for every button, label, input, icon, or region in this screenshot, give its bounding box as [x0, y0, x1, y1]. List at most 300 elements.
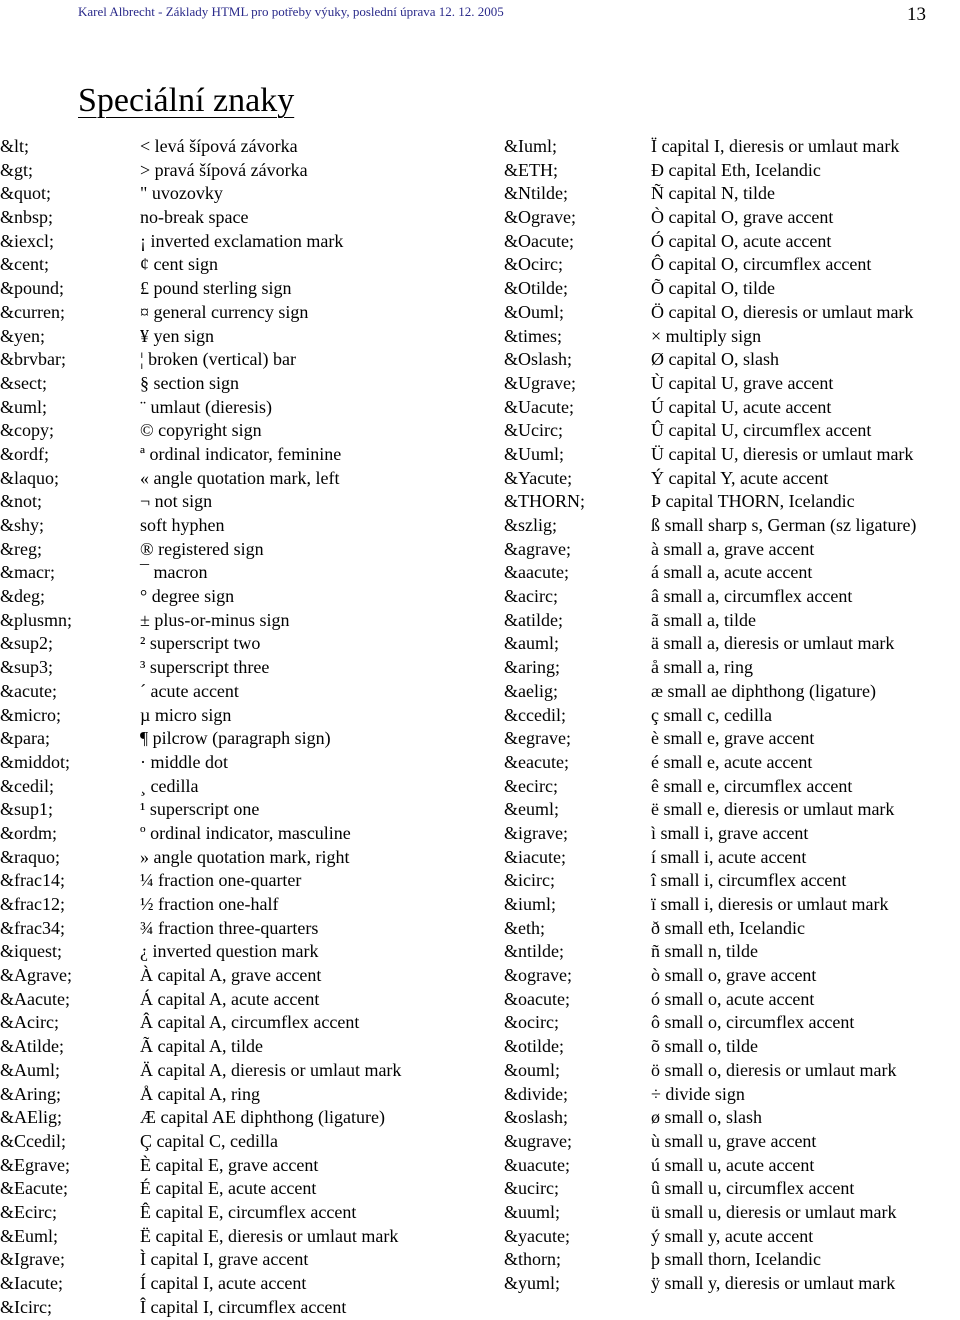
entity-meaning: õ small o, tilde: [651, 1036, 758, 1057]
entity-code: &iacute;: [504, 846, 566, 867]
entity-meaning: « angle quotation mark, left: [140, 467, 340, 488]
entity-meaning: ¤ general currency sign: [140, 301, 309, 322]
entity-row: [0, 206, 480, 230]
entity-meaning: ¯ macron: [140, 562, 208, 583]
entity-row: [0, 1106, 480, 1130]
entity-code: &THORN;: [504, 491, 585, 512]
entity-meaning: â small a, circumflex accent: [651, 586, 853, 607]
entity-meaning: È capital E, grave accent: [140, 1154, 319, 1175]
entity-row: [480, 1177, 960, 1201]
entity-code: &uacute;: [504, 1154, 570, 1175]
entity-meaning: ö small o, dieresis or umlaut mark: [651, 1059, 897, 1080]
entity-code: &Oslash;: [504, 349, 573, 370]
entity-code: &sup1;: [0, 799, 54, 820]
entity-meaning: » angle quotation mark, right: [140, 846, 350, 867]
entity-row: [0, 680, 480, 704]
entity-row: [480, 680, 960, 704]
entity-code: &sup2;: [0, 633, 54, 654]
entity-meaning: à small a, grave accent: [651, 538, 815, 559]
entity-meaning: § section sign: [140, 372, 239, 393]
entity-code: &thorn;: [504, 1249, 561, 1270]
entity-code: &frac12;: [0, 894, 65, 914]
entity-row: [0, 798, 480, 822]
entity-row: [0, 704, 480, 728]
entity-code: &ecirc;: [504, 775, 558, 796]
entity-code: &frac34;: [0, 917, 65, 938]
entity-code: &Ccedil;: [0, 1130, 66, 1151]
entity-code: &Ecirc;: [0, 1201, 57, 1222]
entity-meaning: Þ capital THORN, Icelandic: [651, 491, 855, 512]
entity-meaning: ó small o, acute accent: [651, 988, 815, 1009]
page-header: [0, 0, 960, 34]
entity-row: [0, 1059, 480, 1083]
entity-row: [480, 964, 960, 988]
entity-code: &Iuml;: [504, 136, 557, 156]
entity-row: [480, 798, 960, 822]
entity-row: [480, 869, 960, 893]
entity-row: [0, 893, 480, 917]
entity-row: [480, 940, 960, 964]
entity-code: &aacute;: [504, 562, 569, 583]
entity-meaning: Ü capital U, dieresis or umlaut mark: [651, 443, 914, 464]
entity-meaning: á small a, acute accent: [651, 562, 813, 583]
entity-row: [480, 1106, 960, 1130]
entity-meaning: ¿ inverted question mark: [140, 941, 319, 962]
entity-row: [480, 775, 960, 799]
entity-list-left: [0, 135, 480, 1319]
entity-row: [480, 230, 960, 254]
entity-code: &iquest;: [0, 941, 62, 962]
entity-meaning: ¥ yen sign: [140, 325, 214, 346]
entity-code: &ordf;: [0, 443, 49, 464]
entity-row: [480, 372, 960, 396]
entity-row: [0, 1225, 480, 1249]
entity-row: [0, 940, 480, 964]
entity-row: [480, 1272, 960, 1296]
entity-code: &egrave;: [504, 728, 571, 749]
entity-row: [480, 277, 960, 301]
entity-code: &ugrave;: [504, 1130, 572, 1151]
entity-meaning: æ small ae diphthong (ligature): [651, 680, 876, 701]
entity-code: &atilde;: [504, 609, 563, 630]
entity-code: &gt;: [0, 159, 34, 180]
entity-code: &agrave;: [504, 538, 571, 559]
entity-code: &copy;: [0, 420, 54, 441]
entity-meaning: ³ superscript three: [140, 657, 270, 678]
entity-code: &divide;: [504, 1083, 568, 1104]
entity-row: [480, 561, 960, 585]
entity-meaning: É capital E, acute accent: [140, 1178, 317, 1199]
entity-meaning: ï small i, dieresis or umlaut mark: [651, 894, 889, 914]
entity-row: [0, 1083, 480, 1107]
entity-row: [480, 1201, 960, 1225]
entity-meaning: > pravá šípová závorka: [140, 159, 308, 180]
entity-row: [480, 727, 960, 751]
entity-row: [480, 1130, 960, 1154]
entity-code: &Aacute;: [0, 988, 70, 1009]
entity-row: [480, 609, 960, 633]
entity-meaning: ô small o, circumflex accent: [651, 1012, 855, 1033]
entity-row: [480, 514, 960, 538]
entity-meaning: ý small y, acute accent: [651, 1225, 814, 1246]
entity-meaning: · middle dot: [140, 751, 228, 772]
entity-code: &ordm;: [0, 822, 57, 843]
entity-code: &Icirc;: [0, 1296, 52, 1317]
entity-meaning: Ø capital O, slash: [651, 349, 779, 370]
entity-meaning: ¸ cedilla: [140, 775, 199, 796]
entity-code: &times;: [504, 325, 562, 346]
entity-meaning: Á capital A, acute accent: [140, 988, 320, 1009]
entity-code: &para;: [0, 728, 50, 749]
entity-meaning: ¬ not sign: [140, 491, 213, 512]
entity-row: [480, 1083, 960, 1107]
entity-meaning: À capital A, grave accent: [140, 965, 322, 986]
entity-code: &laquo;: [0, 467, 59, 488]
entity-meaning: Ç capital C, cedilla: [140, 1130, 278, 1151]
entity-row: [480, 585, 960, 609]
entity-code: &micro;: [0, 704, 61, 725]
entity-code: &acirc;: [504, 586, 558, 607]
entity-row: [0, 159, 480, 183]
entity-meaning: å small a, ring: [651, 657, 753, 678]
page-title: Speciální znaky: [78, 82, 295, 119]
entity-code: &iuml;: [504, 894, 557, 914]
entity-meaning: Ô capital O, circumflex accent: [651, 254, 872, 275]
entity-meaning: ¹ superscript one: [140, 799, 260, 820]
entity-row: [480, 893, 960, 917]
entity-meaning: ° degree sign: [140, 586, 235, 607]
entity-code: &Agrave;: [0, 965, 72, 986]
entity-row: [0, 372, 480, 396]
entity-code: &Otilde;: [504, 278, 568, 299]
entity-row: [480, 917, 960, 941]
entity-row: [0, 230, 480, 254]
entity-row: [480, 988, 960, 1012]
entity-code: &Ocirc;: [504, 254, 563, 275]
entity-row: [0, 253, 480, 277]
entity-meaning: ÷ divide sign: [651, 1083, 745, 1104]
entity-code: &aelig;: [504, 680, 558, 701]
entity-row: [0, 727, 480, 751]
entity-code: &Ucirc;: [504, 420, 563, 441]
entity-row: [480, 325, 960, 349]
entity-meaning: î small i, circumflex accent: [651, 870, 847, 891]
entity-meaning: ² superscript two: [140, 633, 261, 654]
entity-meaning: ¡ inverted exclamation mark: [140, 230, 344, 251]
entity-meaning: ª ordinal indicator, feminine: [140, 443, 342, 464]
entity-code: &yacute;: [504, 1225, 570, 1246]
entity-meaning: û small u, circumflex accent: [651, 1178, 855, 1199]
entity-meaning: ë small e, dieresis or umlaut mark: [651, 799, 895, 820]
entity-row: [0, 538, 480, 562]
entity-meaning: ¼ fraction one-quarter: [140, 870, 302, 891]
entity-code: &Acirc;: [0, 1012, 59, 1033]
entity-meaning: Õ capital O, tilde: [651, 278, 775, 299]
entity-code: &eacute;: [504, 751, 569, 772]
entity-meaning: ½ fraction one-half: [140, 894, 279, 914]
entity-code: &Uuml;: [504, 443, 565, 464]
entity-row: [480, 1035, 960, 1059]
entity-meaning: Ê capital E, circumflex accent: [140, 1201, 357, 1222]
entity-row: [480, 396, 960, 420]
entity-row: [0, 751, 480, 775]
entity-row: [0, 846, 480, 870]
entity-meaning: Ý capital Y, acute accent: [651, 467, 829, 488]
entity-row: [0, 301, 480, 325]
entity-row: [480, 467, 960, 491]
entity-row: [480, 1059, 960, 1083]
entity-row: [480, 443, 960, 467]
entity-row: [0, 561, 480, 585]
entity-code: &Ugrave;: [504, 372, 576, 393]
entity-code: &ograve;: [504, 965, 572, 986]
entity-row: [0, 917, 480, 941]
entity-code: &lt;: [0, 136, 30, 156]
entity-code: &raquo;: [0, 846, 60, 867]
entity-row: [0, 1177, 480, 1201]
entity-code: &Auml;: [0, 1059, 61, 1080]
entity-code: &ocirc;: [504, 1012, 559, 1033]
entity-meaning: © copyright sign: [140, 420, 262, 441]
entity-meaning: þ small thorn, Icelandic: [651, 1249, 821, 1270]
entity-code: &iexcl;: [0, 230, 54, 251]
entity-row: [0, 1011, 480, 1035]
entity-meaning: è small e, grave accent: [651, 728, 815, 749]
entity-row: [480, 1248, 960, 1272]
entity-row: [480, 1225, 960, 1249]
entity-meaning: ø small o, slash: [651, 1107, 762, 1128]
entity-code: &Iacute;: [0, 1273, 63, 1293]
entity-meaning: ¢ cent sign: [140, 254, 218, 275]
header-text: Karel Albrecht - Základy HTML pro potřeby výuky, poslední úprava 12. 12. 2005: [78, 4, 504, 19]
entity-row: [0, 1248, 480, 1272]
entity-code: &icirc;: [504, 870, 555, 891]
entity-code: &ucirc;: [504, 1178, 559, 1199]
entity-meaning: ¶ pilcrow (paragraph sign): [140, 728, 331, 749]
entity-row: [480, 538, 960, 562]
entity-row: [0, 490, 480, 514]
entity-meaning: Í capital I, acute accent: [140, 1273, 307, 1293]
entity-row: [480, 1154, 960, 1178]
entity-code: &AElig;: [0, 1107, 62, 1128]
entity-row: [480, 419, 960, 443]
entity-meaning: ê small e, circumflex accent: [651, 775, 853, 796]
entity-code: &Ograve;: [504, 207, 576, 228]
entity-code: &sect;: [0, 372, 47, 393]
entity-row: [0, 325, 480, 349]
entity-row: [0, 135, 480, 159]
entity-meaning: £ pound sterling sign: [140, 278, 292, 299]
entity-meaning: ç small c, cedilla: [651, 704, 772, 725]
entity-row: [0, 988, 480, 1012]
entity-code: &Atilde;: [0, 1036, 64, 1057]
entity-row: [0, 467, 480, 491]
entity-meaning: ® registered sign: [140, 538, 264, 559]
entity-meaning: ù small u, grave accent: [651, 1130, 817, 1151]
entity-code: &cent;: [0, 254, 49, 275]
entity-row: [0, 1154, 480, 1178]
entity-meaning: Ñ capital N, tilde: [651, 183, 775, 204]
entity-row: [480, 704, 960, 728]
entity-code: &quot;: [0, 183, 52, 204]
entity-row: [480, 182, 960, 206]
entity-code: &ccedil;: [504, 704, 566, 725]
entity-code: &otilde;: [504, 1036, 564, 1057]
entity-meaning: Ð capital Eth, Icelandic: [651, 159, 821, 180]
entity-row: [0, 822, 480, 846]
entity-code: &Euml;: [0, 1225, 58, 1246]
entity-meaning: ¦ broken (vertical) bar: [140, 349, 297, 370]
entity-meaning: ð small eth, Icelandic: [651, 917, 805, 938]
entity-row: [480, 822, 960, 846]
entity-code: &middot;: [0, 751, 71, 772]
entity-code: &ETH;: [504, 159, 558, 180]
entity-code: &yuml;: [504, 1273, 561, 1293]
entity-code: &Igrave;: [0, 1249, 65, 1270]
entity-row: [480, 253, 960, 277]
entity-meaning: Å capital A, ring: [140, 1083, 260, 1104]
entity-code: &frac14;: [0, 870, 65, 891]
entity-meaning: ü small u, dieresis or umlaut mark: [651, 1201, 897, 1222]
page-number: 13: [907, 4, 926, 25]
entity-meaning: Ö capital O, dieresis or umlaut mark: [651, 301, 914, 322]
entity-meaning: ß small sharp s, German (sz ligature): [651, 515, 917, 535]
entity-code: &reg;: [0, 538, 42, 559]
entity-meaning: Ù capital U, grave accent: [651, 372, 834, 393]
entity-meaning: Ë capital E, dieresis or umlaut mark: [140, 1225, 399, 1246]
entity-row: [0, 419, 480, 443]
entity-meaning: Ú capital U, acute accent: [651, 396, 832, 417]
entity-code: &cedil;: [0, 775, 54, 796]
entity-row: [0, 656, 480, 680]
entity-meaning: Â capital A, circumflex accent: [140, 1012, 360, 1033]
entity-meaning: µ micro sign: [140, 704, 232, 725]
entity-row: [0, 1035, 480, 1059]
entity-code: &Oacute;: [504, 230, 574, 251]
entity-row: [0, 1130, 480, 1154]
entity-row: [0, 585, 480, 609]
entity-row: [0, 514, 480, 538]
entity-meaning: Î capital I, circumflex accent: [140, 1296, 347, 1317]
entity-code: &ouml;: [504, 1059, 561, 1080]
entity-code: &igrave;: [504, 822, 568, 843]
entity-meaning: Ò capital O, grave accent: [651, 207, 834, 228]
entity-row: [0, 277, 480, 301]
entity-code: &plusmn;: [0, 609, 73, 630]
entity-meaning: × multiply sign: [651, 325, 762, 346]
entity-code: &sup3;: [0, 657, 54, 678]
entity-meaning: º ordinal indicator, masculine: [140, 822, 351, 843]
entity-code: &Ntilde;: [504, 183, 568, 204]
entity-meaning: < levá šípová závorka: [140, 136, 298, 156]
entity-code: &deg;: [0, 586, 45, 607]
entity-row: [0, 1201, 480, 1225]
entity-code: &yen;: [0, 325, 45, 346]
entity-row: [0, 869, 480, 893]
entity-meaning: ú small u, acute accent: [651, 1154, 815, 1175]
entity-row: [0, 396, 480, 420]
entity-row: [480, 159, 960, 183]
entity-meaning: ò small o, grave accent: [651, 965, 817, 986]
entity-meaning: ñ small n, tilde: [651, 941, 758, 962]
entity-row: [480, 206, 960, 230]
entity-meaning: ä small a, dieresis or umlaut mark: [651, 633, 895, 654]
entity-row: [0, 775, 480, 799]
entity-code: &auml;: [504, 633, 559, 654]
entity-meaning: ÿ small y, dieresis or umlaut mark: [651, 1273, 896, 1293]
entity-meaning: no-break space: [140, 207, 249, 228]
entity-meaning: Ì capital I, grave accent: [140, 1249, 309, 1270]
entity-code: &Egrave;: [0, 1154, 70, 1175]
entity-meaning: Ã capital A, tilde: [140, 1036, 263, 1057]
entity-row: [480, 490, 960, 514]
entity-meaning: Û capital U, circumflex accent: [651, 420, 872, 441]
entity-code: &pound;: [0, 278, 65, 299]
entity-row: [480, 135, 960, 159]
entity-meaning: Ó capital O, acute accent: [651, 230, 832, 251]
entity-row: [0, 182, 480, 206]
entity-row: [0, 1296, 480, 1320]
entity-code: &ntilde;: [504, 941, 564, 962]
entity-row: [480, 301, 960, 325]
entity-code: &macr;: [0, 562, 55, 583]
entity-code: &euml;: [504, 799, 559, 820]
entity-code: &eth;: [504, 917, 545, 938]
entity-meaning: soft hyphen: [140, 515, 225, 535]
entity-code: &Uacute;: [504, 396, 574, 417]
entity-meaning: " uvozovky: [140, 183, 223, 204]
entity-code: &curren;: [0, 301, 65, 322]
entity-code: &Eacute;: [0, 1178, 68, 1199]
entity-code: &nbsp;: [0, 207, 54, 228]
entity-meaning: Ä capital A, dieresis or umlaut mark: [140, 1059, 402, 1080]
entity-code: &Aring;: [0, 1083, 61, 1104]
entity-row: [480, 1011, 960, 1035]
entity-meaning: ì small i, grave accent: [651, 822, 809, 843]
entity-row: [0, 1272, 480, 1296]
entity-code: &oslash;: [504, 1107, 569, 1128]
entity-meaning: ã small a, tilde: [651, 609, 756, 630]
entity-meaning: í small i, acute accent: [651, 846, 807, 867]
entity-code: &uml;: [0, 396, 48, 417]
entity-row: [0, 964, 480, 988]
entity-meaning: ¾ fraction three-quarters: [140, 917, 319, 938]
entity-row: [0, 609, 480, 633]
entity-row: [480, 348, 960, 372]
entity-meaning: Ï capital I, dieresis or umlaut mark: [651, 136, 900, 156]
entity-code: &acute;: [0, 680, 57, 701]
entity-row: [480, 751, 960, 775]
entity-row: [480, 656, 960, 680]
entity-row: [0, 443, 480, 467]
entity-meaning: ± plus-or-minus sign: [140, 609, 290, 630]
entity-row: [480, 846, 960, 870]
entity-code: &szlig;: [504, 515, 557, 535]
entity-meaning: é small e, acute accent: [651, 751, 813, 772]
entity-meaning: Æ capital AE diphthong (ligature): [140, 1107, 385, 1128]
entity-code: &Ouml;: [504, 301, 565, 322]
entity-code: &not;: [0, 491, 43, 512]
entity-code: &aring;: [504, 657, 560, 678]
entity-row: [0, 632, 480, 656]
entity-row: [480, 632, 960, 656]
entity-code: &shy;: [0, 515, 45, 535]
entity-meaning: ´ acute accent: [140, 680, 239, 701]
entity-code: &oacute;: [504, 988, 570, 1009]
entity-code: &Yacute;: [504, 467, 573, 488]
entity-meaning: ¨ umlaut (dieresis): [140, 396, 272, 417]
entity-row: [0, 348, 480, 372]
